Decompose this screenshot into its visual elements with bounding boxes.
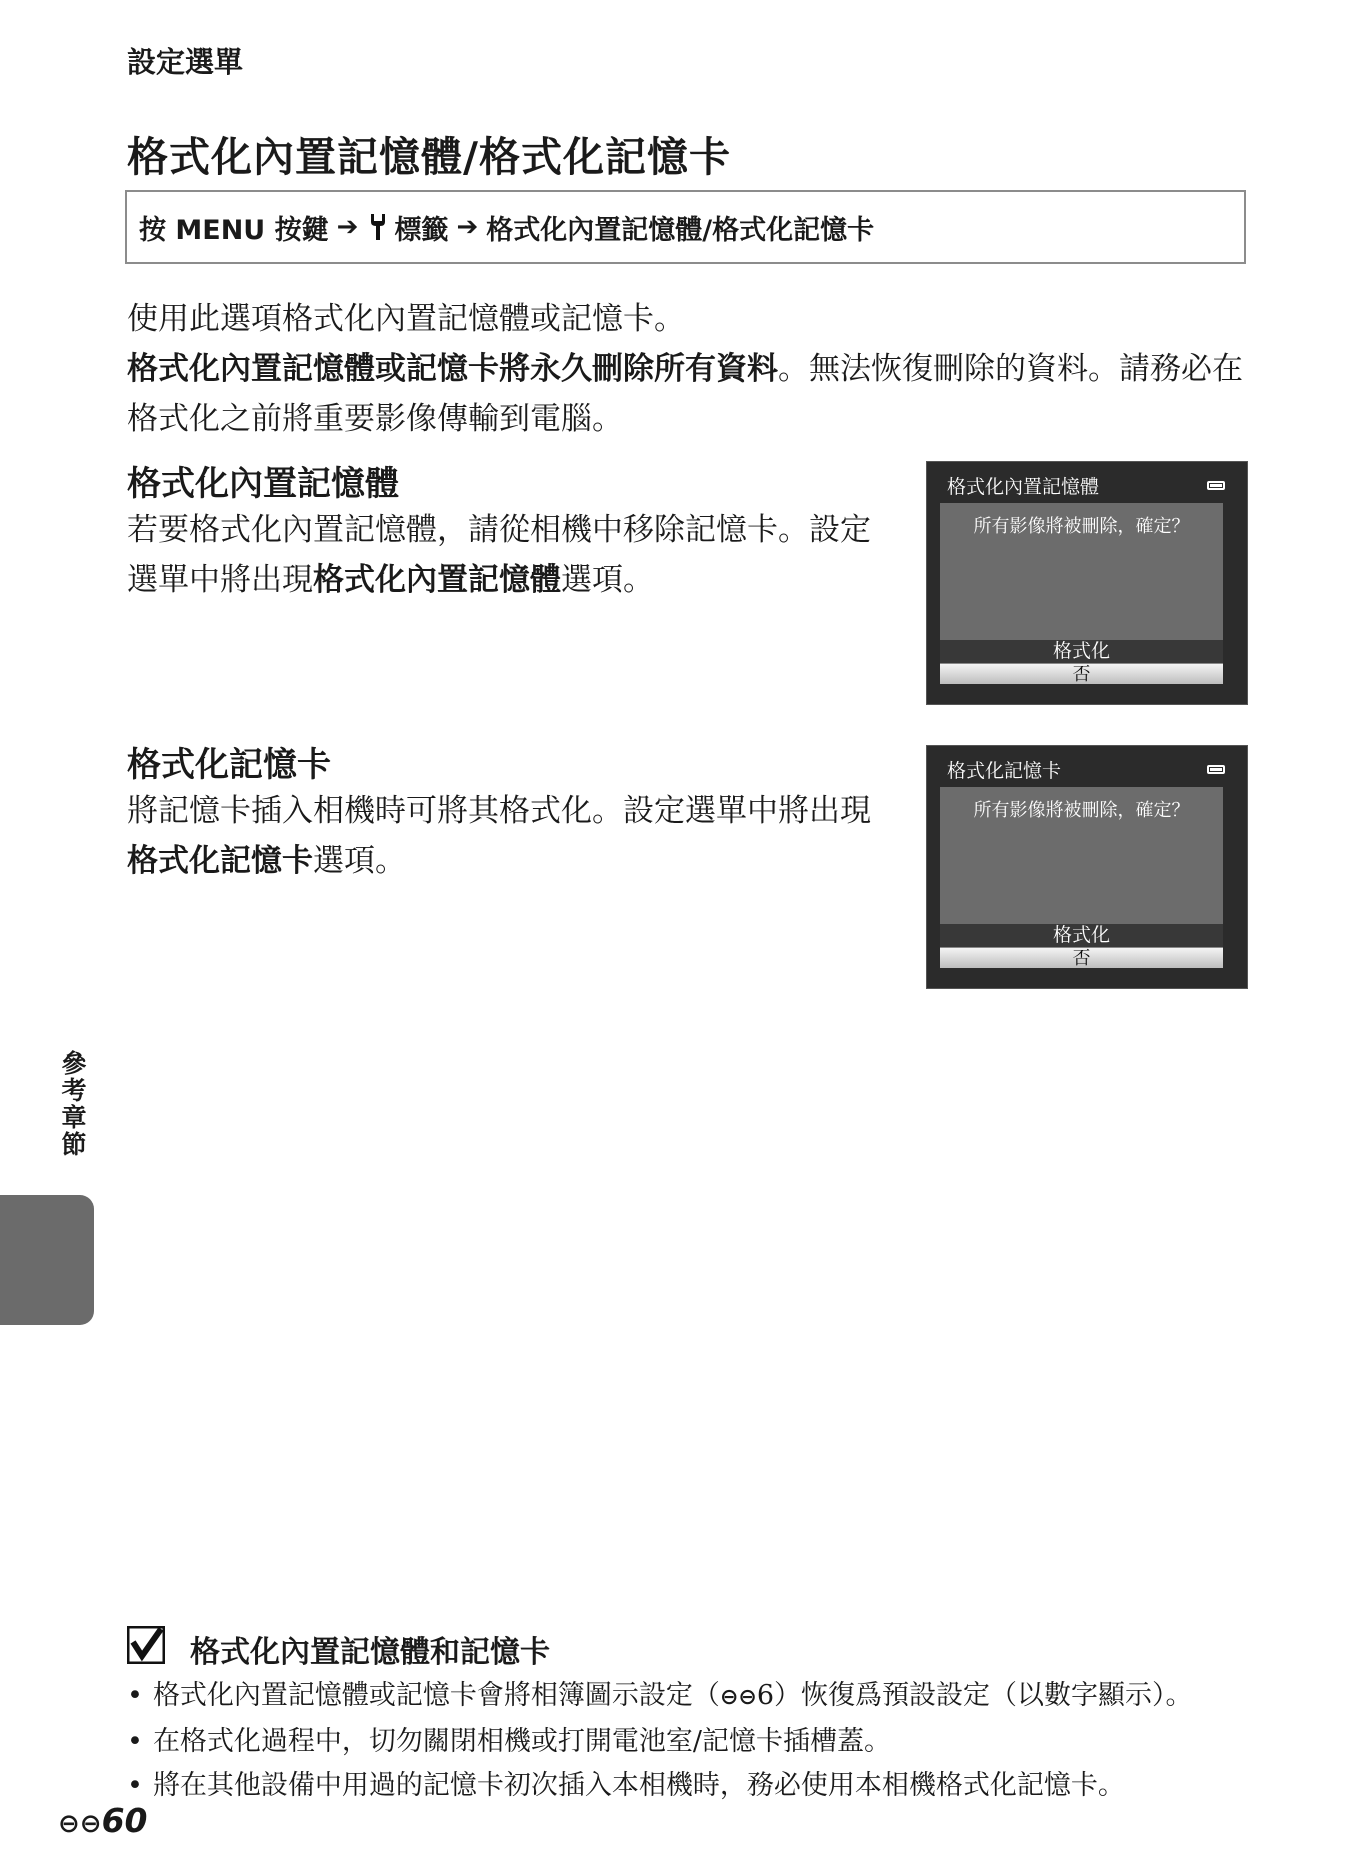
screen-message: 所有影像將被刪除，確定？ <box>973 800 1190 821</box>
screen-message: 所有影像將被刪除，確定？ <box>973 516 1190 537</box>
no-option[interactable]: 否 <box>940 947 1223 968</box>
section-body-card <box>127 786 887 886</box>
no-option[interactable]: 否 <box>940 663 1223 684</box>
note-item: • 將在其他設備中用過的記憶卡初次插入本相機時，務必使用本相機格式化記憶卡。 <box>127 1764 1257 1808</box>
section-body-text: 若要格式化內置記憶體，請從相機中移除記憶卡。設定選單中將出現 <box>127 512 871 598</box>
menu-path-tab-label: 標籤 <box>394 214 449 246</box>
section-body-text: 選項。 <box>313 843 406 879</box>
arrow-right-icon: ➔ <box>456 212 479 242</box>
note-text: 格式化內置記憶體或記憶卡會將相簿圖示設定（ <box>152 1680 720 1711</box>
side-tab <box>0 1195 94 1325</box>
reference-icon: ⊖⊖ <box>58 1809 102 1839</box>
page-number-value: 60 <box>101 1801 148 1840</box>
page-title: 格式化內置記憶體/格式化記憶卡 <box>127 133 731 181</box>
warning-bold: 格式化內置記憶體或記憶卡將永久刪除所有資料 <box>127 351 778 387</box>
note-text: ）恢復爲預設設定（以數字顯示）。 <box>774 1680 1193 1711</box>
format-option[interactable]: 格式化 <box>940 640 1223 663</box>
warning-paragraph <box>127 344 1257 444</box>
note-list <box>127 1674 1257 1808</box>
menu-path-box <box>125 190 1246 264</box>
section-title-card: 格式化記憶卡 <box>127 745 331 785</box>
section-body-text: 選項。 <box>561 562 654 598</box>
screen-dialog <box>940 787 1223 968</box>
camera-screen-internal <box>926 461 1248 705</box>
side-tab-label: 參考章節 <box>58 1050 87 1158</box>
screen-title: 格式化記憶卡 <box>947 760 1062 782</box>
section-body-bold: 格式化內置記憶體 <box>313 562 561 598</box>
section-body-bold: 格式化記憶卡 <box>127 843 313 879</box>
menu-path-target: 格式化內置記憶體/格式化記憶卡 <box>486 214 875 246</box>
section-body-text: 將記憶卡插入相機時可將其格式化。設定選單中將出現 <box>127 793 871 829</box>
intro-paragraph: 使用此選項格式化內置記憶體或記憶卡。 <box>127 301 685 337</box>
wrench-icon <box>368 214 388 240</box>
section-body-internal <box>127 505 887 605</box>
reference-icon: ⊖⊖ <box>719 1685 757 1710</box>
note-title: 格式化內置記憶體和記憶卡 <box>190 1635 550 1670</box>
arrow-right-icon: ➔ <box>336 212 359 242</box>
camera-screen-card <box>926 745 1248 989</box>
note-item <box>127 1674 1257 1720</box>
running-head: 設定選單 <box>127 45 244 79</box>
note-item: • 在格式化過程中，切勿關閉相機或打開電池室/記憶卡插槽蓋。 <box>127 1720 1257 1764</box>
page-number <box>58 1801 148 1840</box>
warning-rest: 。無法恢復刪除的資料。請務必在格式化之前將重要影像傳輸到電腦。 <box>127 351 1243 437</box>
note-ref-page: 6 <box>756 1680 774 1711</box>
battery-icon <box>1207 481 1225 490</box>
format-option[interactable]: 格式化 <box>940 924 1223 947</box>
screen-title: 格式化內置記憶體 <box>947 476 1100 498</box>
menu-path-prefix: 按 MENU 按鍵 <box>139 214 329 246</box>
screen-dialog <box>940 503 1223 684</box>
section-title-internal: 格式化內置記憶體 <box>127 464 399 504</box>
check-mark-icon <box>127 1626 165 1664</box>
battery-icon <box>1207 765 1225 774</box>
